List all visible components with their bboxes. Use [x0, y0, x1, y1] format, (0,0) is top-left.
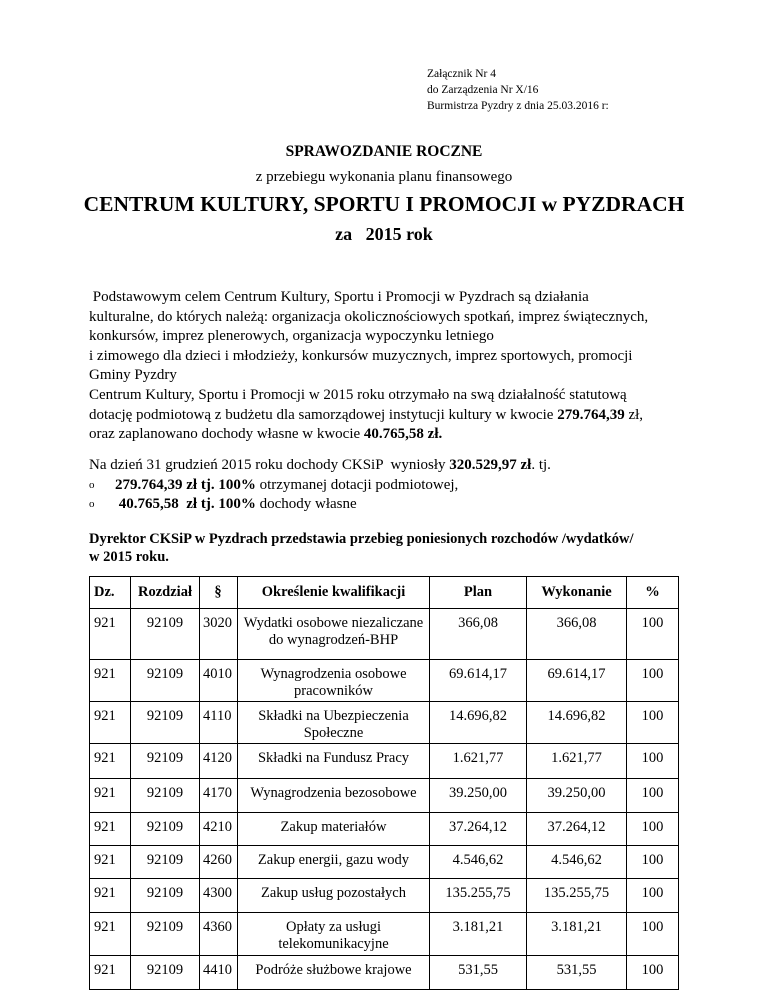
bullet-amount: 40.765,58 zł tj. 100% — [115, 496, 256, 513]
intro-line: Podstawowym celem Centrum Kultury, Sportu i Promocji w Pyzdrach są działania — [89, 289, 589, 305]
cell-execution: 366,08 — [527, 609, 627, 660]
table-row — [90, 879, 679, 913]
total-income: 320.529,97 zł — [449, 457, 532, 473]
cell-paragraph: 4410 — [200, 956, 238, 990]
cell-percent: 100 — [627, 879, 679, 913]
bullet-mark: o — [89, 478, 95, 491]
cell-plan: 531,55 — [430, 956, 527, 990]
income-paragraph — [89, 456, 689, 515]
cell-plan: 366,08 — [430, 609, 527, 660]
table-row — [90, 846, 679, 879]
table-row — [90, 913, 679, 956]
income-bullet — [89, 495, 689, 515]
cell-dz: 921 — [90, 779, 131, 813]
cell-plan: 4.546,62 — [430, 846, 527, 879]
cell-execution: 531,55 — [527, 956, 627, 990]
cell-paragraph: 4010 — [200, 660, 238, 702]
cell-dz: 921 — [90, 913, 131, 956]
subsidy-amount: 279.764,39 — [557, 406, 625, 423]
cell-plan: 135.255,75 — [430, 879, 527, 913]
cell-plan: 37.264,12 — [430, 813, 527, 846]
cell-rozdzial: 92109 — [131, 744, 200, 779]
text-segment: otrzymanej dotacji podmiotowej, — [255, 476, 459, 493]
cell-dz: 921 — [90, 879, 131, 913]
table-row — [90, 813, 679, 846]
cell-rozdzial: 92109 — [131, 879, 200, 913]
header-rozdzial: Rozdział — [131, 577, 200, 609]
income-bullet — [89, 476, 689, 496]
cell-dz: 921 — [90, 660, 131, 702]
cell-plan: 69.614,17 — [430, 660, 527, 702]
bullet-amount: 279.764,39 zł tj. 100% — [115, 476, 256, 493]
annex-line: Załącznik Nr 4 — [427, 68, 496, 80]
cell-qualification: Zakup usług pozostałych — [238, 879, 430, 913]
cell-qualification: Wynagrodzenia bezosobowe — [238, 779, 430, 813]
institution-name: CENTRUM KULTURY, SPORTU I PROMOCJI w PYZDRACH — [83, 192, 685, 216]
cell-qualification: Zakup materiałów — [238, 813, 430, 846]
annex-line: Burmistrza Pyzdry z dnia 25.03.2016 r: — [427, 100, 609, 112]
cell-percent: 100 — [627, 779, 679, 813]
cell-paragraph: 4360 — [200, 913, 238, 956]
cell-paragraph: 4300 — [200, 879, 238, 913]
bullet-mark: o — [89, 498, 95, 511]
cell-rozdzial: 92109 — [131, 813, 200, 846]
heading-line: Dyrektor CKSiP w Pyzdrach przedstawia przebieg poniesionych rozchodów /wydatków/ — [89, 531, 634, 547]
cell-paragraph: 3020 — [200, 609, 238, 660]
cell-percent: 100 — [627, 744, 679, 779]
cell-dz: 921 — [90, 846, 131, 879]
intro-line: Gminy Pyzdry — [89, 367, 177, 384]
intro-line: konkursów, imprez plenerowych, organizacja wypoczynku letniego — [89, 328, 494, 345]
cell-percent: 100 — [627, 660, 679, 702]
expenses-heading — [89, 530, 699, 566]
cell-qualification: Podróże służbowe krajowe — [238, 956, 430, 990]
text-segment: Na dzień 31 grudzień 2015 roku dochody CKSiP wyniosły — [89, 457, 450, 473]
header-dz: Dz. — [90, 577, 131, 609]
report-subtitle: z przebiegu wykonania planu finansowego — [255, 169, 513, 185]
header-plan: Plan — [430, 577, 527, 609]
text-segment: . tj. — [531, 457, 551, 473]
cell-paragraph: 4120 — [200, 744, 238, 779]
heading-line: w 2015 roku. — [89, 549, 169, 565]
cell-execution: 69.614,17 — [527, 660, 627, 702]
intro-line: i zimowego dla dzieci i młodzieży, konkursów muzycznych, imprez sportowych, promocji — [89, 347, 633, 364]
cell-execution: 1.621,77 — [527, 744, 627, 779]
text-segment: dotację podmiotową z budżetu dla samorządowej instytucji kultury w kwocie — [89, 406, 558, 423]
table-row — [90, 744, 679, 779]
cell-plan: 39.250,00 — [430, 779, 527, 813]
cell-execution: 39.250,00 — [527, 779, 627, 813]
intro-line: Centrum Kultury, Sportu i Promocji w 2015 roku otrzymało na swą działalność statutową — [89, 386, 627, 403]
table-row — [90, 956, 679, 990]
intro-line — [89, 425, 689, 445]
text-segment: oraz zaplanowano dochody własne w kwocie — [89, 426, 364, 443]
text-segment: dochody własne — [255, 496, 357, 513]
cell-plan: 3.181,21 — [430, 913, 527, 956]
report-title: SPRAWOZDANIE ROCZNE — [285, 143, 483, 160]
cell-percent: 100 — [627, 609, 679, 660]
cell-paragraph: 4210 — [200, 813, 238, 846]
expenses-table — [89, 576, 679, 990]
header-paragraph: § — [200, 577, 238, 609]
table-header-row — [90, 577, 679, 609]
cell-qualification: Opłaty za usługi telekomunikacyjne — [238, 913, 430, 956]
cell-paragraph: 4170 — [200, 779, 238, 813]
cell-dz: 921 — [90, 744, 131, 779]
cell-paragraph: 4260 — [200, 846, 238, 879]
cell-rozdzial: 92109 — [131, 660, 200, 702]
cell-execution: 4.546,62 — [527, 846, 627, 879]
annex-line: do Zarządzenia Nr X/16 — [427, 84, 539, 96]
table-row — [90, 609, 679, 660]
cell-plan: 1.621,77 — [430, 744, 527, 779]
cell-rozdzial: 92109 — [131, 609, 200, 660]
cell-qualification: Składki na Ubezpieczenia Społeczne — [238, 702, 430, 744]
table-row — [90, 702, 679, 744]
cell-dz: 921 — [90, 609, 131, 660]
intro-line: kulturalne, do których należą: organizacja okolicznościowych spotkań, imprez świątecznych, — [89, 308, 649, 325]
annex-note — [427, 66, 609, 114]
header-percent: % — [627, 577, 679, 609]
cell-qualification: Zakup energii, gazu wody — [238, 846, 430, 879]
intro-line — [89, 406, 689, 426]
cell-rozdzial: 92109 — [131, 913, 200, 956]
header-qualification: Określenie kwalifikacji — [238, 577, 430, 609]
cell-execution: 135.255,75 — [527, 879, 627, 913]
intro-paragraph — [89, 288, 689, 445]
cell-plan: 14.696,82 — [430, 702, 527, 744]
income-line — [89, 456, 689, 476]
cell-qualification: Wydatki osobowe niezaliczane do wynagrodzeń-BHP — [238, 609, 430, 660]
cell-dz: 921 — [90, 956, 131, 990]
cell-percent: 100 — [627, 702, 679, 744]
header-execution: Wykonanie — [527, 577, 627, 609]
cell-qualification: Składki na Fundusz Pracy — [238, 744, 430, 779]
cell-execution: 14.696,82 — [527, 702, 627, 744]
cell-percent: 100 — [627, 956, 679, 990]
cell-execution: 37.264,12 — [527, 813, 627, 846]
cell-percent: 100 — [627, 813, 679, 846]
cell-rozdzial: 92109 — [131, 956, 200, 990]
cell-dz: 921 — [90, 813, 131, 846]
cell-rozdzial: 92109 — [131, 846, 200, 879]
table-row — [90, 779, 679, 813]
cell-qualification: Wynagrodzenia osobowe pracowników — [238, 660, 430, 702]
table-row — [90, 660, 679, 702]
report-year: za 2015 rok — [335, 224, 433, 244]
cell-percent: 100 — [627, 846, 679, 879]
cell-rozdzial: 92109 — [131, 779, 200, 813]
own-income-amount: 40.765,58 zł. — [363, 426, 443, 443]
text-segment: zł, — [624, 406, 644, 423]
cell-rozdzial: 92109 — [131, 702, 200, 744]
cell-percent: 100 — [627, 913, 679, 956]
cell-execution: 3.181,21 — [527, 913, 627, 956]
cell-paragraph: 4110 — [200, 702, 238, 744]
cell-dz: 921 — [90, 702, 131, 744]
